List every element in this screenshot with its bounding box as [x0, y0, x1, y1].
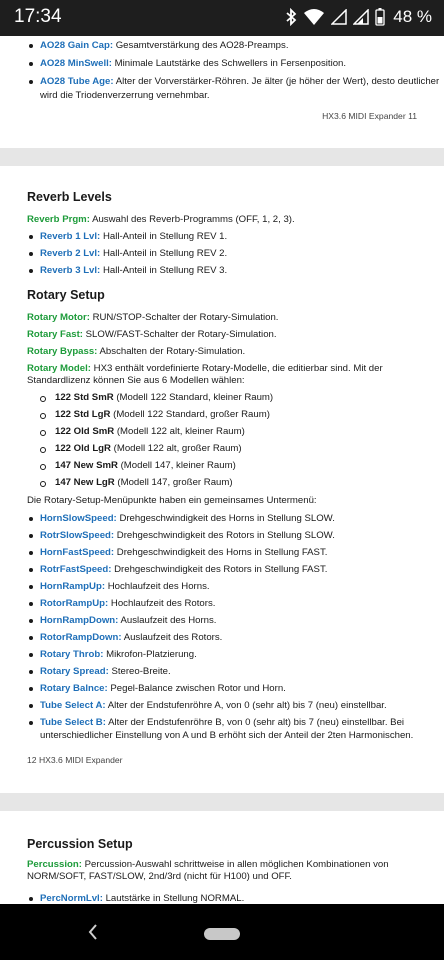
- model-item: 122 Std LgR (Modell 122 Standard, großer Raum): [55, 409, 270, 420]
- param-line: Reverb Prgm: Auswahl des Reverb-Programms (OFF, 1, 2, 3).: [27, 214, 295, 225]
- sub-bullet: [40, 430, 46, 436]
- param-line: HornSlowSpeed: Drehgeschwindigkeit des Horns in Stellung SLOW.: [40, 513, 335, 524]
- param-line: AO28 Tube Age: Alter der Vorverstärker-Röhren. Je älter (je höher der Wert), desto deutlicher: [40, 76, 440, 87]
- model-item: 122 Old LgR (Modell 122 alt, großer Raum): [55, 443, 242, 454]
- sub-bullet: [40, 413, 46, 419]
- section-heading-rotary: Rotary Setup: [27, 288, 105, 302]
- bullet: [29, 619, 33, 623]
- bullet: [29, 551, 33, 555]
- sub-bullet: [40, 481, 46, 487]
- param-line: AO28 Gain Cap: Gesamtverstärkung des AO28-Preamps.: [40, 40, 289, 51]
- page-11: [0, 36, 444, 148]
- param-line: Tube Select B: Alter der Endstufenröhre B, von 0 (sehr alt) bis 7 (neu) einstellbar. Bei: [40, 717, 405, 728]
- model-item: 122 Old SmR (Modell 122 alt, kleiner Raum): [55, 426, 245, 437]
- page-gap: [0, 793, 444, 811]
- bullet: [29, 80, 33, 84]
- back-button[interactable]: [86, 922, 106, 942]
- bullet: [29, 602, 33, 606]
- battery-percent: 48 %: [393, 7, 432, 26]
- status-bar: [0, 0, 444, 36]
- signal-icon: [331, 9, 347, 25]
- bullet: [29, 721, 33, 725]
- param-line: RotorRampDown: Auslaufzeit des Rotors.: [40, 632, 223, 643]
- param-line-cont: wird die Triodenverzerrung vernehmbar.: [40, 90, 210, 101]
- param-line: RotrFastSpeed: Drehgeschwindigkeit des Rotors in Stellung FAST.: [40, 564, 328, 575]
- param-line: Rotary Spread: Stereo-Breite.: [40, 666, 171, 677]
- param-line: PercNormLvl: Lautstärke in Stellung NORMAL.: [40, 893, 245, 904]
- bullet: [29, 687, 33, 691]
- bullet: [29, 44, 33, 48]
- battery-icon: [375, 8, 385, 26]
- bullet: [29, 636, 33, 640]
- param-line: Rotary Bypass: Abschalten der Rotary-Simulation.: [27, 346, 246, 357]
- bullet: [29, 534, 33, 538]
- sub-bullet: [40, 396, 46, 402]
- model-item: 147 New SmR (Modell 147, kleiner Raum): [55, 460, 236, 471]
- page-gap: [0, 148, 444, 166]
- bullet: [29, 62, 33, 66]
- bluetooth-icon: [285, 8, 297, 26]
- param-line: Rotary Fast: SLOW/FAST-Schalter der Rotary-Simulation.: [27, 329, 277, 340]
- param-line: Reverb 2 Lvl: Hall-Anteil in Stellung REV 2.: [40, 248, 228, 259]
- param-line: Tube Select A: Alter der Endstufenröhre A, von 0 (sehr alt) bis 7 (neu) einstellbar.: [40, 700, 387, 711]
- param-line: Rotary Model: HX3 enthält vordefinierte Rotary-Modelle, die editierbar sind. Mit der: [27, 363, 383, 374]
- param-line: Reverb 1 Lvl: Hall-Anteil in Stellung REV 1.: [40, 231, 228, 242]
- sub-bullet: [40, 464, 46, 470]
- submenu-intro: Die Rotary-Setup-Menüpunkte haben ein gemeinsames Untermenü:: [27, 495, 317, 506]
- signal-icon-2: [353, 9, 369, 25]
- page-footer: 12 HX3.6 MIDI Expander: [27, 755, 123, 765]
- param-line: Percussion: Percussion-Auswahl schrittweise in allen möglichen Kombinationen von: [27, 859, 389, 870]
- model-item: 147 New LgR (Modell 147, großer Raum): [55, 477, 233, 488]
- param-line-cont: unterschiedlicher Einstellung von A und B erhöht sich der Anteil der 2ten Harmonischen.: [40, 730, 414, 741]
- home-button[interactable]: [204, 928, 240, 940]
- param-line: RotrSlowSpeed: Drehgeschwindigkeit des Rotors in Stellung SLOW.: [40, 530, 335, 541]
- bullet: [29, 568, 33, 572]
- status-icons: [285, 7, 432, 27]
- bullet: [29, 897, 33, 901]
- bullet: [29, 704, 33, 708]
- param-line: HornRampUp: Hochlaufzeit des Horns.: [40, 581, 210, 592]
- section-heading-reverb: Reverb Levels: [27, 190, 112, 204]
- param-line: HornFastSpeed: Drehgeschwindigkeit des Horns in Stellung FAST.: [40, 547, 328, 558]
- param-line: Reverb 3 Lvl: Hall-Anteil in Stellung REV 3.: [40, 265, 228, 276]
- section-heading-percussion: Percussion Setup: [27, 837, 133, 851]
- bullet: [29, 269, 33, 273]
- status-time: 17:34: [14, 6, 62, 27]
- param-line-cont: Standardlizenz können Sie aus 6 Modellen wählen:: [27, 375, 245, 386]
- navigation-bar: [0, 904, 444, 960]
- param-line-cont: NORM/SOFT, FAST/SLOW, 2nd/3rd (nicht für H100) und OFF.: [27, 871, 292, 882]
- param-line: AO28 MinSwell: Minimale Lautstärke des Schwellers in Fersenposition.: [40, 58, 347, 69]
- bullet: [29, 252, 33, 256]
- param-line: Rotary Motor: RUN/STOP-Schalter der Rotary-Simulation.: [27, 312, 279, 323]
- page-footer: HX3.6 MIDI Expander 11: [322, 111, 417, 121]
- bullet: [29, 585, 33, 589]
- bullet: [29, 235, 33, 239]
- page-13: [0, 811, 444, 904]
- param-line: HornRampDown: Auslaufzeit des Horns.: [40, 615, 217, 626]
- sub-bullet: [40, 447, 46, 453]
- bullet: [29, 670, 33, 674]
- bullet: [29, 517, 33, 521]
- param-line: Rotary Throb: Mikrofon-Platzierung.: [40, 649, 197, 660]
- page-12: [0, 166, 444, 793]
- wifi-icon: [303, 8, 325, 26]
- param-line: Rotary Balnce: Pegel-Balance zwischen Rotor und Horn.: [40, 683, 286, 694]
- param-line: RotorRampUp: Hochlaufzeit des Rotors.: [40, 598, 216, 609]
- chevron-left-icon: [86, 922, 100, 942]
- model-item: 122 Std SmR (Modell 122 Standard, kleiner Raum): [55, 392, 274, 403]
- bullet: [29, 653, 33, 657]
